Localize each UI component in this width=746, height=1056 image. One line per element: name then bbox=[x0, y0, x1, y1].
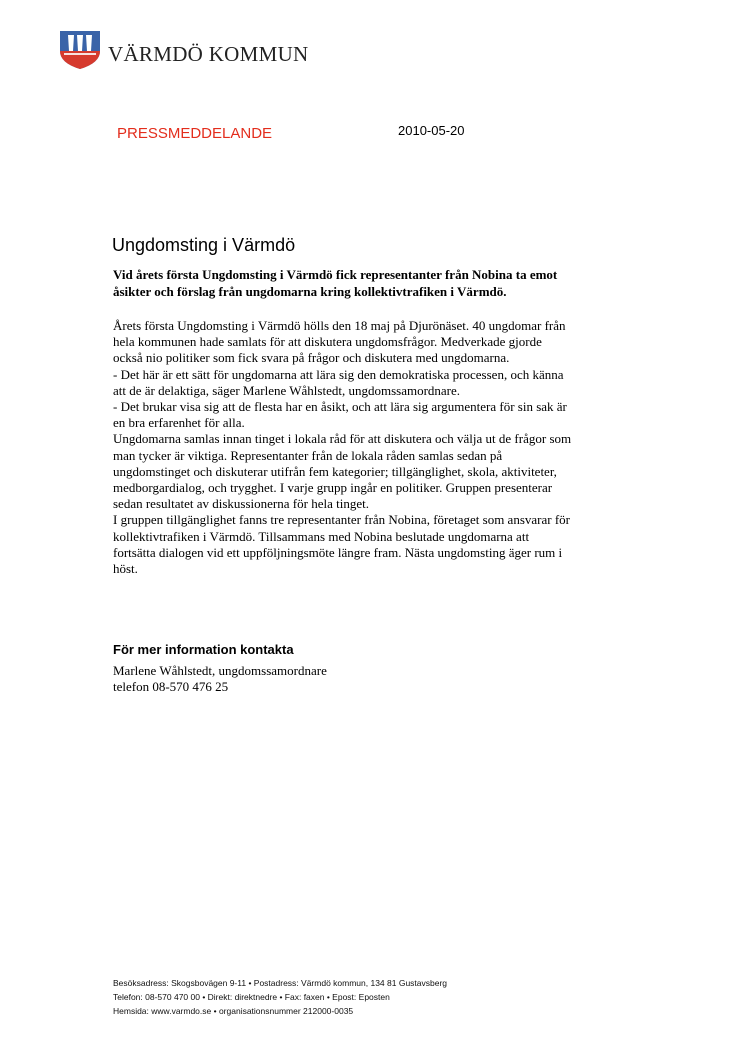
footer-address-line: Besöksadress: Skogsbovägen 9-11 • Postadress: Värmdö kommun, 134 81 Gustavsberg bbox=[113, 978, 448, 988]
lead-line: åsikter och förslag från ungdomarna kring kollektivtrafiken i Värmdö. bbox=[113, 284, 507, 299]
body-line: - Det här är ett sätt för ungdomarna att lära sig den demokratiska processen, och känna bbox=[113, 366, 564, 382]
body-line: medborgardialog, och trygghet. I varje grupp ingår en politiker. Gruppen presenterar bbox=[113, 480, 553, 496]
body-text bbox=[113, 318, 653, 577]
body-line: höst. bbox=[113, 561, 138, 577]
document-type: PRESSMEDDELANDE bbox=[117, 125, 273, 142]
body-line: sedan resultatet av diskussionerna för hela tinget. bbox=[113, 496, 369, 512]
coat-of-arms-logo-icon bbox=[60, 31, 100, 69]
document-date: 2010-05-20 bbox=[398, 123, 465, 138]
contact-phone: telefon 08-570 476 25 bbox=[113, 679, 229, 694]
lead-paragraph bbox=[113, 266, 653, 300]
body-line: - Det brukar visa sig att de flesta har en åsikt, och att lära sig argumentera för sin sak är bbox=[113, 399, 567, 415]
body-line: Årets första Ungdomsting i Värmdö hölls den 18 maj på Djurönäset. 40 ungdomar från bbox=[113, 318, 566, 333]
contact-details bbox=[113, 663, 327, 695]
organization-name: VÄRMDÖ KOMMUN bbox=[108, 42, 309, 66]
body-line: I gruppen tillgänglighet fanns tre representanter från Nobina, företaget som ansvarar för bbox=[113, 512, 570, 528]
contact-name: Marlene Wåhlstedt, ungdomssamordnare bbox=[113, 663, 327, 678]
body-line: också nio politiker som fick svara på frågor och diskutera med ungdomarna. bbox=[113, 350, 510, 366]
body-line: kollektivtrafiken i Värmdö. Tillsammans med Nobina beslutade ungdomarna att bbox=[113, 528, 530, 544]
body-line: att de är delaktiga, säger Marlene Wåhlstedt, ungdomssamordnare. bbox=[113, 382, 461, 398]
body-line: man tycker är viktiga. Representanter från de lokala råden samlas sedan på bbox=[113, 447, 503, 463]
lead-line: Vid årets första Ungdomsting i Värmdö fick representanter från Nobina ta emot bbox=[113, 267, 558, 282]
footer-phone-line: Telefon: 08-570 470 00 • Direkt: direktnedre • Fax: faxen • Epost: Eposten bbox=[113, 992, 390, 1002]
body-line: en bra erfarenhet för alla. bbox=[113, 415, 245, 431]
footer-web-line: Hemsida: www.varmdo.se • organisationsnummer 212000-0035 bbox=[113, 1006, 354, 1016]
body-line: Ungdomarna samlas innan tinget i lokala råd för att diskutera och välja ut de frågor som bbox=[113, 431, 572, 447]
footer bbox=[113, 976, 447, 1018]
body-line: ungdomstinget och diskuterar utifrån fem kategorier; tillgänglighet, skola, aktiviteter, bbox=[113, 463, 557, 479]
headline: Ungdomsting i Värmdö bbox=[112, 235, 296, 255]
body-line: fortsätta dialogen vid ett uppföljningsmöte längre fram. Nästa ungdomsting äger rum i bbox=[113, 544, 563, 560]
contact-heading: För mer information kontakta bbox=[113, 642, 294, 657]
body-line: hela kommunen hade samlats för att diskutera ungdomsfrågor. Medverkade gjorde bbox=[113, 334, 542, 350]
